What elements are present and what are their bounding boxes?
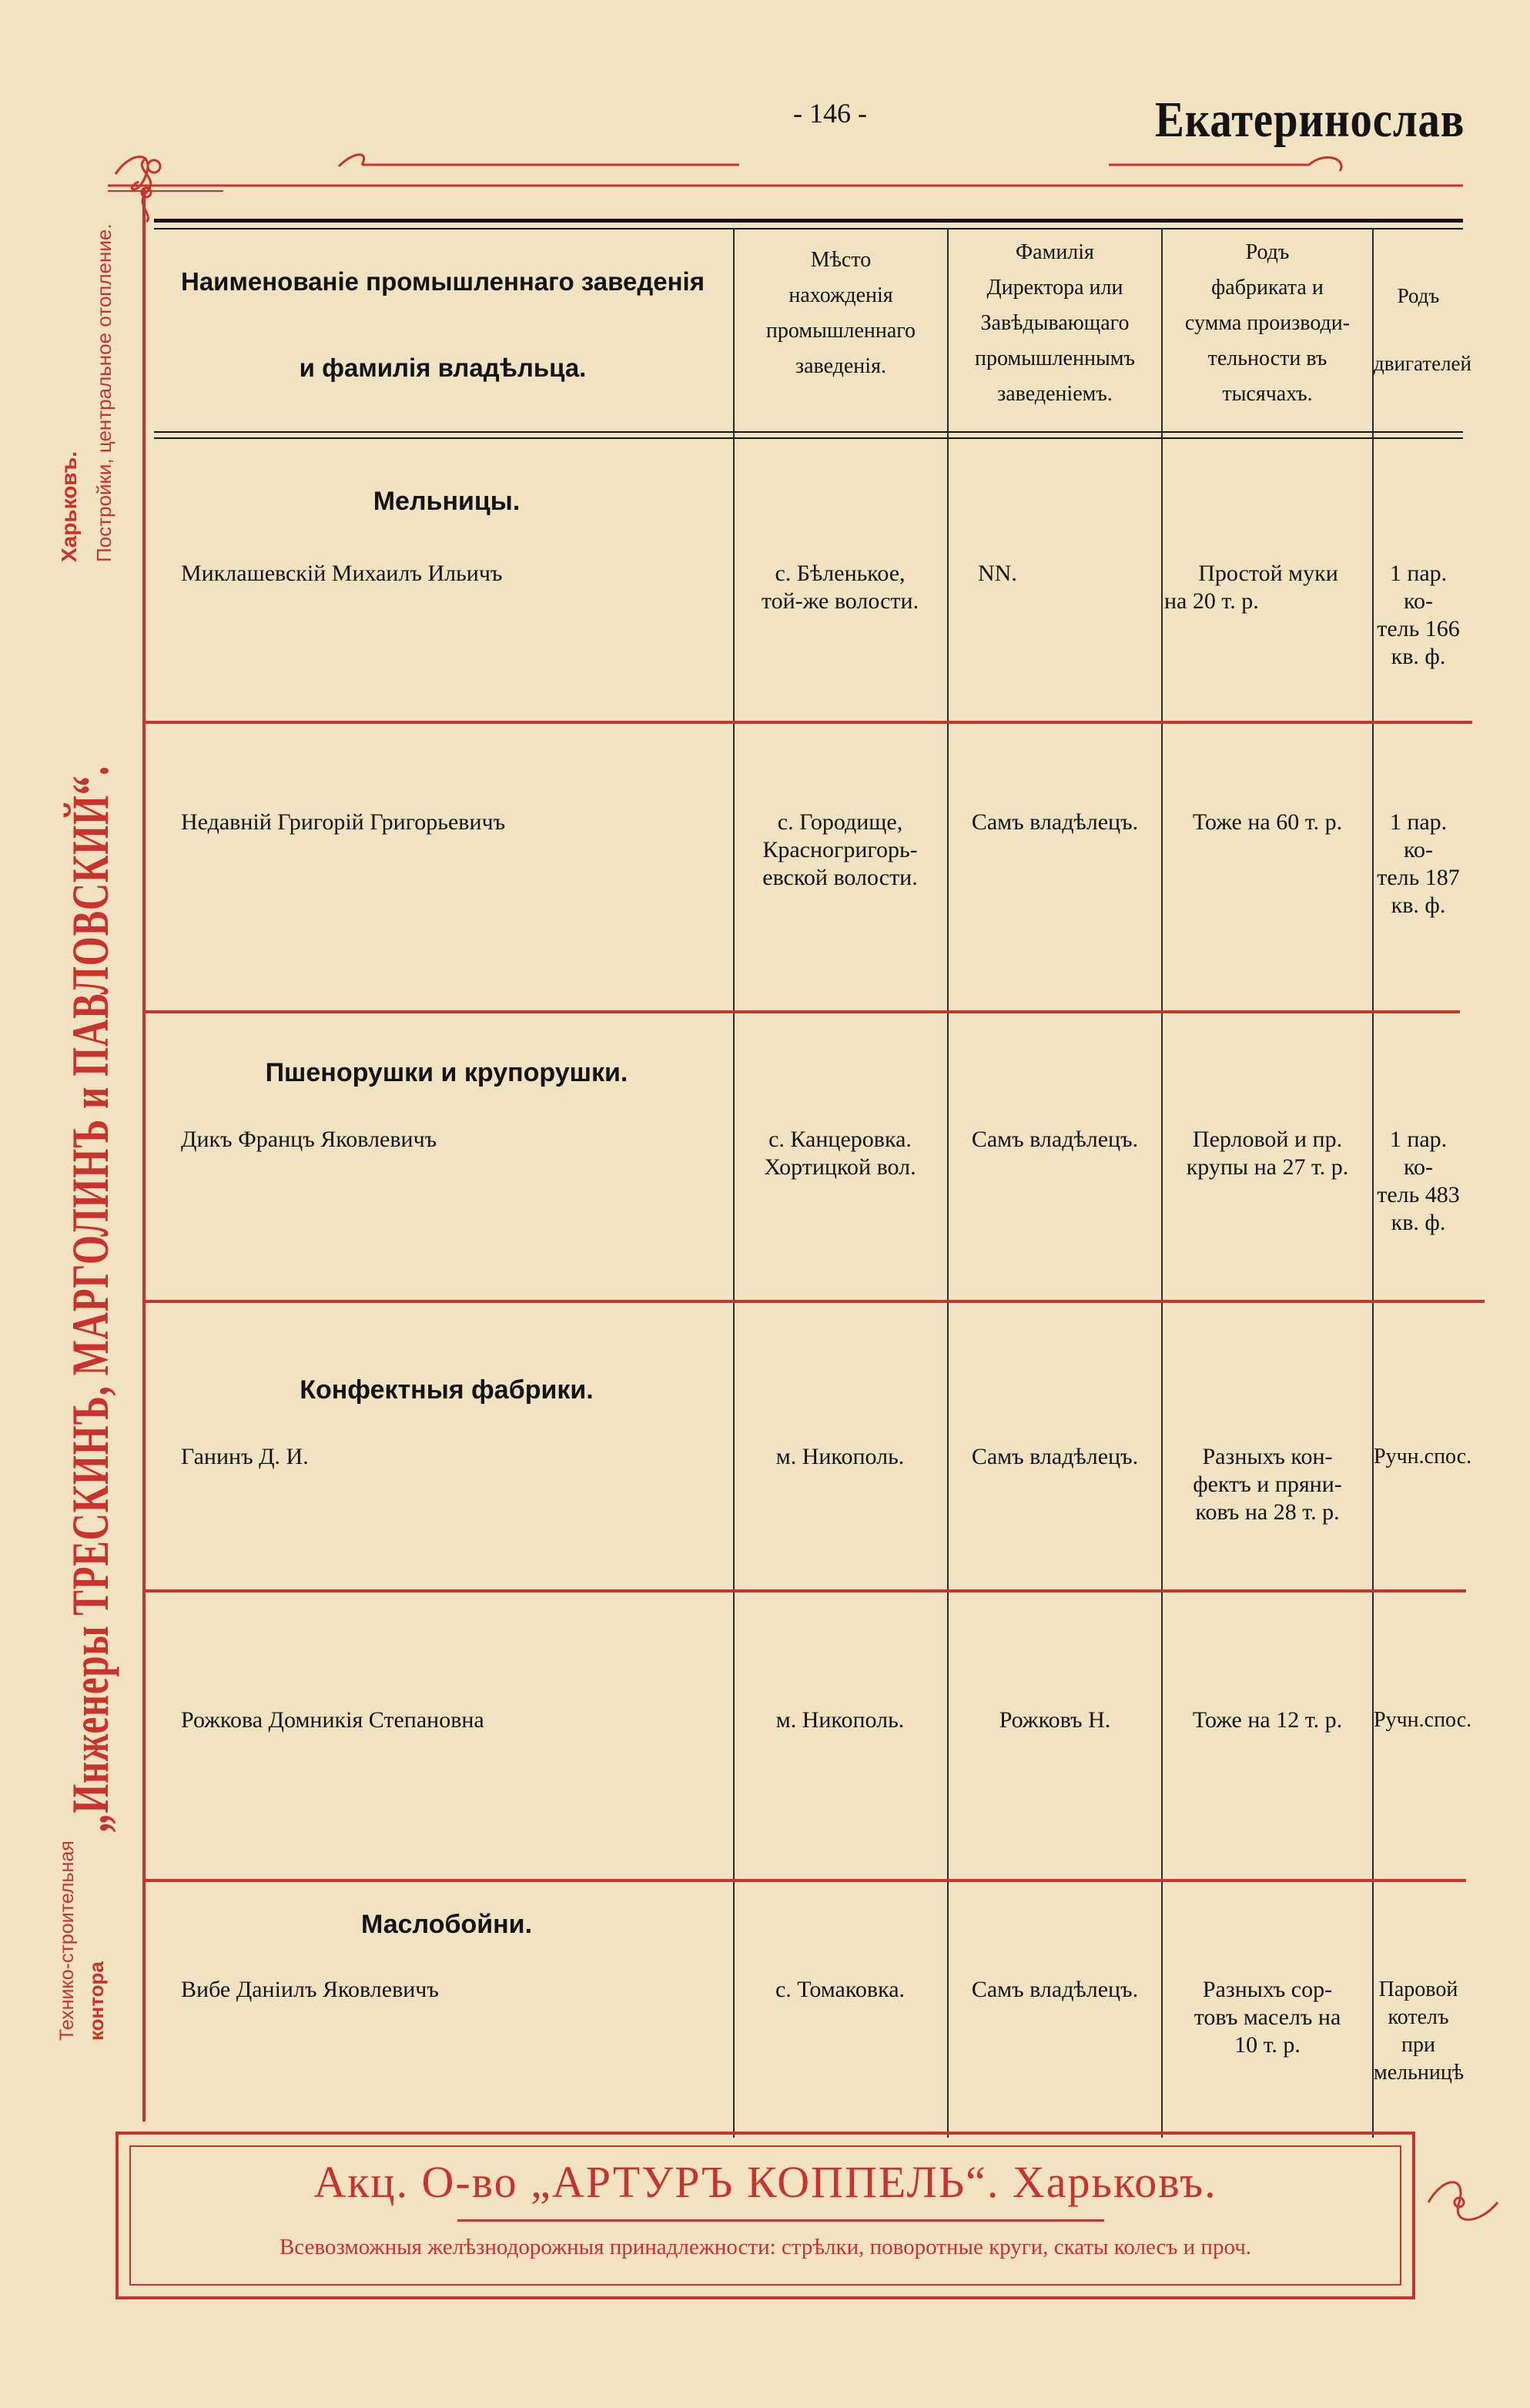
- ad-underline: [457, 2219, 1104, 2222]
- location-cell: м. Никополь.: [775, 1707, 905, 1733]
- product-line: Разныхъ кон-: [1202, 1444, 1333, 1469]
- col-header-engine-line: Родъ: [1397, 284, 1440, 307]
- col-header-place-line: Мѣсто: [810, 248, 872, 272]
- col-header-product-line: тысячахъ.: [1222, 382, 1313, 406]
- location-cell: [735, 560, 946, 615]
- director-cell: Рожковъ Н.: [999, 1707, 1111, 1733]
- row-separator: [145, 1589, 1466, 1592]
- engine-line: тель 166: [1377, 616, 1460, 641]
- owner-name: Вибе Даніилъ Яковлевичъ: [181, 1977, 439, 2002]
- col-header-product-line: тельности въ: [1207, 347, 1327, 370]
- engine-line: 1 пар. ко-: [1389, 1127, 1448, 1180]
- col-header-product-line: Родъ: [1245, 240, 1290, 264]
- section-heading: Конфектныя фабрики.: [300, 1375, 594, 1405]
- side-ad-line-b: контора: [85, 1961, 108, 2041]
- col-header-name: [154, 239, 732, 411]
- side-ad-services: Постройки, центральное отопление.: [92, 223, 116, 562]
- row-separator: [145, 721, 1472, 724]
- col-header-place: [735, 243, 947, 384]
- engine-line: мельницѣ: [1374, 2061, 1465, 2085]
- side-ad-city: Харьковъ.: [57, 450, 81, 562]
- location-cell: с. Томаковка.: [775, 1977, 906, 2002]
- product-line: Разныхъ сор-: [1202, 1977, 1333, 2002]
- col-header-director-line: промышленнымъ: [975, 347, 1135, 370]
- header-ornament-icon: [108, 143, 1463, 197]
- location-cell: [735, 809, 946, 892]
- director-cell: Самъ владѣлецъ.: [971, 1977, 1139, 2002]
- product-line: товъ маселъ на: [1194, 2004, 1341, 2030]
- col-header-director-line: Завѣдывающаго: [980, 311, 1130, 335]
- owner-name: Дикъ Францъ Яковлевичъ: [181, 1127, 437, 1152]
- product-cell: Тоже на 60 т. р.: [1192, 809, 1343, 835]
- product-line: на 20 т. р.: [1164, 588, 1259, 614]
- engine-cell: [1374, 809, 1463, 919]
- engine-line: кв. ф.: [1391, 893, 1446, 918]
- col-header-product-line: фабриката и: [1211, 276, 1324, 300]
- engine-cell: [1374, 560, 1463, 671]
- engine-line: 1 пар. ко-: [1389, 561, 1448, 614]
- product-line: Простой муки: [1198, 561, 1338, 586]
- engine-cell: [1374, 1126, 1463, 1237]
- product-line: 10 т. р.: [1234, 2032, 1301, 2058]
- location-line: с. Городище,: [777, 809, 903, 835]
- section-heading: Маслобойни.: [360, 1910, 533, 1939]
- col-header-place-line: промышленнаго: [765, 319, 916, 343]
- side-ad-main: „Инженеры ТРЕСКИНЪ, МАРГОЛИНЪ и ПАВЛОВСКИЙ“.: [61, 765, 119, 1833]
- engine-cell: Ручн.спос.: [1374, 1708, 1472, 1732]
- col-header-name-line2: и фамилія владѣльца.: [299, 353, 587, 382]
- owner-name: Миклашевскій Михаилъ Ильичъ: [181, 561, 503, 586]
- product-line: крупы на 27 т. р.: [1186, 1154, 1349, 1180]
- engine-line: Паровой: [1378, 1978, 1458, 2001]
- col-header-place-line: заведенія.: [795, 354, 886, 378]
- engine-line: тель 187: [1377, 865, 1460, 890]
- side-ad-line-a: Технико-строительная: [56, 1840, 78, 2041]
- location-line: той-же волости.: [761, 588, 919, 614]
- side-advertisement: [54, 193, 139, 2041]
- col-header-name-line1: Наименованіе промышленнаго заведенія: [181, 267, 705, 296]
- col-rule: [947, 228, 949, 2138]
- col-header-director-line: заведеніемъ.: [997, 382, 1113, 406]
- section-heading: Пшенорушки и крупорушки.: [265, 1058, 628, 1087]
- product-cell: [1163, 1976, 1372, 2059]
- ad-flourish-icon: [1425, 2172, 1502, 2233]
- engine-line: 1 пар. ко-: [1389, 809, 1448, 862]
- col-header-product: [1163, 235, 1372, 412]
- location-line: с. Бѣленькое,: [775, 561, 906, 586]
- col-header-product-line: сумма производи-: [1184, 311, 1351, 335]
- ad-subline: Всевозможныя желѣзнодорожныя принадлежности: стрѣлки, поворотные круги, скаты колесъ и проч.: [279, 2235, 1252, 2259]
- row-separator: [145, 1010, 1460, 1013]
- col-header-place-line: нахожденія: [788, 283, 893, 307]
- location-line: Хортицкой вол.: [764, 1154, 916, 1180]
- product-line: фектъ и пряни-: [1193, 1472, 1342, 1497]
- top-rule-thin: [154, 228, 1463, 229]
- location-line: Красногригорь-: [762, 837, 918, 862]
- col-header-engine: [1374, 262, 1471, 397]
- location-line: евской волости.: [762, 865, 918, 890]
- page-title: Екатеринослав: [1155, 92, 1465, 148]
- bottom-advertisement: [116, 2132, 1415, 2299]
- factory-table: [154, 216, 1472, 2125]
- col-header-director: [949, 235, 1161, 412]
- director-cell: NN.: [978, 561, 1017, 586]
- owner-name: Недавній Григорій Григорьевичъ: [181, 809, 506, 835]
- director-cell: Самъ владѣлецъ.: [971, 1127, 1139, 1152]
- location-cell: м. Никополь.: [775, 1444, 905, 1469]
- margin-rule: [142, 189, 146, 2122]
- engine-line: кв. ф.: [1391, 644, 1446, 669]
- engine-cell: [1374, 1976, 1463, 2087]
- engine-cell: Ручн.спос.: [1374, 1445, 1472, 1469]
- header-rule-thin: [154, 437, 1463, 439]
- section-heading: Мельницы.: [373, 487, 521, 516]
- owner-name: Рожкова Домникія Степановна: [181, 1707, 484, 1733]
- product-line: Перловой и пр.: [1192, 1127, 1343, 1152]
- location-cell: [735, 1126, 946, 1181]
- row-separator: [145, 1300, 1485, 1303]
- header-rule: [154, 431, 1463, 433]
- owner-name: Ганинъ Д. И.: [181, 1444, 309, 1469]
- engine-line: котелъ при: [1388, 2005, 1449, 2057]
- col-rule: [1161, 228, 1163, 2138]
- col-header-director-line: Директора или: [986, 276, 1123, 300]
- page-number: - 146 -: [793, 98, 867, 129]
- director-cell: Самъ владѣлецъ.: [971, 809, 1139, 835]
- product-line: ковъ на 28 т. р.: [1195, 1499, 1340, 1525]
- location-line: с. Канцеровка.: [768, 1127, 912, 1152]
- director-cell: Самъ владѣлецъ.: [971, 1444, 1139, 1469]
- product-cell: [1164, 560, 1372, 615]
- top-rule: [154, 219, 1463, 223]
- engine-line: кв. ф.: [1391, 1210, 1446, 1235]
- product-cell: Тоже на 12 т. р.: [1192, 1707, 1343, 1733]
- ad-headline: Акц. О-во „АРТУРЪ КОППЕЛЬ“. Харьковъ.: [313, 2157, 1217, 2207]
- row-separator: [145, 1879, 1466, 1882]
- col-header-director-line: Фамилія: [1016, 240, 1094, 264]
- product-cell: [1163, 1443, 1372, 1526]
- col-header-engine-line: двигателей: [1374, 352, 1471, 375]
- engine-line: тель 483: [1377, 1182, 1460, 1207]
- product-cell: [1163, 1126, 1372, 1181]
